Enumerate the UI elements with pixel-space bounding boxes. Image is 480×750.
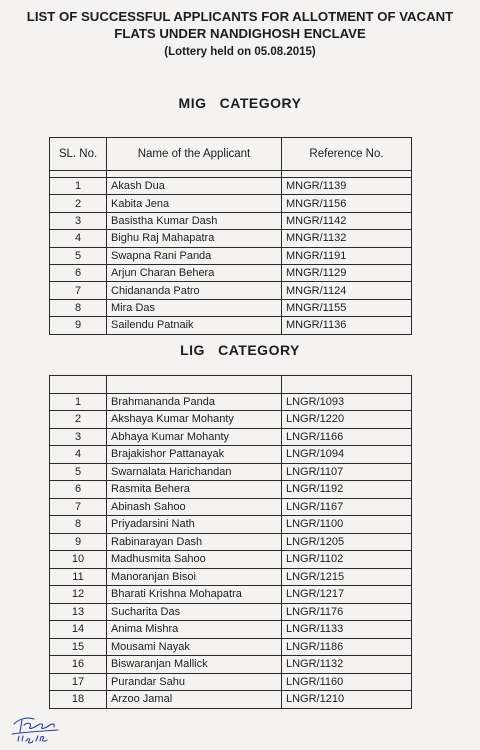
table-row [50, 282, 412, 299]
applicant-name-cell: Chidananda Patro [107, 282, 282, 299]
sl-no-cell: 14 [50, 621, 107, 639]
reference-no-cell: LNGR/1166 [282, 428, 412, 446]
applicant-name-cell: Akash Dua [107, 178, 282, 195]
sl-no-cell: 6 [50, 264, 107, 281]
table-row [50, 411, 412, 429]
table-row [50, 195, 412, 212]
reference-no-cell: LNGR/1133 [282, 621, 412, 639]
sl-no-cell: 2 [50, 411, 107, 429]
sl-no-cell: 9 [50, 533, 107, 551]
sl-no-cell: 17 [50, 673, 107, 691]
table-row [50, 516, 412, 534]
reference-no-cell: MNGR/1142 [282, 212, 412, 229]
sl-no-cell: 10 [50, 551, 107, 569]
sl-no-cell: 1 [50, 178, 107, 195]
sl-no-cell: 18 [50, 691, 107, 709]
reference-no-cell: LNGR/1220 [282, 411, 412, 429]
sl-no-cell: 3 [50, 428, 107, 446]
reference-no-cell: MNGR/1132 [282, 230, 412, 247]
reference-no-cell: LNGR/1205 [282, 533, 412, 551]
reference-no-cell: LNGR/1094 [282, 446, 412, 464]
table-row [50, 212, 412, 229]
table-row [50, 481, 412, 499]
sl-no-cell: 6 [50, 481, 107, 499]
sl-no-cell: 16 [50, 656, 107, 674]
sl-no-cell: 5 [50, 463, 107, 481]
applicant-name-cell: Rabinarayan Dash [107, 533, 282, 551]
applicant-name-cell: Arzoo Jamal [107, 691, 282, 709]
table-row [50, 393, 412, 411]
reference-no-cell: LNGR/1093 [282, 393, 412, 411]
table-row [50, 498, 412, 516]
applicant-name-cell: Mira Das [107, 299, 282, 316]
applicant-name-cell: Swapna Rani Panda [107, 247, 282, 264]
table-row [50, 317, 412, 334]
applicant-name-cell: Anima Mishra [107, 621, 282, 639]
sl-no-cell: 11 [50, 568, 107, 586]
column-header-reference: Reference No. [282, 138, 412, 171]
reference-no-cell: LNGR/1167 [282, 498, 412, 516]
sl-no-cell: 7 [50, 498, 107, 516]
table-row [50, 299, 412, 316]
lig-category-heading: LIG CATEGORY [180, 342, 300, 358]
reference-no-cell: MNGR/1155 [282, 299, 412, 316]
table-row [50, 656, 412, 674]
table-row [50, 638, 412, 656]
table-row [50, 673, 412, 691]
lig-applicants-table [49, 375, 412, 709]
applicant-name-cell: Arjun Charan Behera [107, 264, 282, 281]
reference-no-cell: MNGR/1136 [282, 317, 412, 334]
reference-no-cell: LNGR/1102 [282, 551, 412, 569]
applicant-name-cell: Sucharita Das [107, 603, 282, 621]
applicant-name-cell: Abinash Sahoo [107, 498, 282, 516]
table-row [50, 428, 412, 446]
table-row [50, 586, 412, 604]
reference-no-cell: MNGR/1129 [282, 264, 412, 281]
applicant-name-cell: Bighu Raj Mahapatra [107, 230, 282, 247]
applicant-name-cell: Basistha Kumar Dash [107, 212, 282, 229]
applicant-name-cell: Brahmananda Panda [107, 393, 282, 411]
table-row [50, 178, 412, 195]
reference-no-cell: MNGR/1156 [282, 195, 412, 212]
reference-no-cell: MNGR/1191 [282, 247, 412, 264]
applicant-name-cell: Priyadarsini Nath [107, 516, 282, 534]
document-title-line-2: FLATS UNDER NANDIGHOSH ENCLAVE [114, 26, 366, 41]
applicant-name-cell: Swarnalata Harichandan [107, 463, 282, 481]
reference-no-cell: MNGR/1124 [282, 282, 412, 299]
applicant-name-cell: Manoranjan Bisoi [107, 568, 282, 586]
applicant-name-cell: Biswaranjan Mallick [107, 656, 282, 674]
header-gap-row [50, 171, 412, 178]
handwritten-signature [8, 708, 68, 746]
top-gap-row [50, 376, 412, 394]
sl-no-cell: 3 [50, 212, 107, 229]
sl-no-cell: 8 [50, 516, 107, 534]
table-row [50, 230, 412, 247]
sl-no-cell: 5 [50, 247, 107, 264]
applicant-name-cell: Brajakishor Pattanayak [107, 446, 282, 464]
applicant-name-cell: Mousami Nayak [107, 638, 282, 656]
table-row [50, 568, 412, 586]
sl-no-cell: 4 [50, 230, 107, 247]
reference-no-cell: LNGR/1100 [282, 516, 412, 534]
table-row [50, 621, 412, 639]
column-header-name: Name of the Applicant [107, 138, 282, 171]
table-header-row [50, 138, 412, 171]
document-title-line-1: LIST OF SUCCESSFUL APPLICANTS FOR ALLOTMENT OF VACANT [26, 9, 454, 24]
reference-no-cell: MNGR/1139 [282, 178, 412, 195]
table-row [50, 463, 412, 481]
sl-no-cell: 15 [50, 638, 107, 656]
reference-no-cell: LNGR/1186 [282, 638, 412, 656]
sl-no-cell: 4 [50, 446, 107, 464]
reference-no-cell: LNGR/1217 [282, 586, 412, 604]
sl-no-cell: 12 [50, 586, 107, 604]
reference-no-cell: LNGR/1192 [282, 481, 412, 499]
table-row [50, 533, 412, 551]
reference-no-cell: LNGR/1107 [282, 463, 412, 481]
table-row [50, 264, 412, 281]
column-header-sl-no: SL. No. [50, 138, 107, 171]
table-row [50, 691, 412, 709]
applicant-name-cell: Kabita Jena [107, 195, 282, 212]
mig-applicants-table [49, 137, 412, 335]
sl-no-cell: 1 [50, 393, 107, 411]
applicant-name-cell: Abhaya Kumar Mohanty [107, 428, 282, 446]
sl-no-cell: 2 [50, 195, 107, 212]
table-row [50, 446, 412, 464]
applicant-name-cell: Akshaya Kumar Mohanty [107, 411, 282, 429]
applicant-name-cell: Madhusmita Sahoo [107, 551, 282, 569]
applicant-name-cell: Rasmita Behera [107, 481, 282, 499]
mig-category-heading: MIG CATEGORY [178, 95, 302, 111]
table-row [50, 603, 412, 621]
reference-no-cell: LNGR/1160 [282, 673, 412, 691]
applicant-name-cell: Bharati Krishna Mohapatra [107, 586, 282, 604]
table-row [50, 551, 412, 569]
sl-no-cell: 7 [50, 282, 107, 299]
reference-no-cell: LNGR/1132 [282, 656, 412, 674]
sl-no-cell: 8 [50, 299, 107, 316]
applicant-name-cell: Purandar Sahu [107, 673, 282, 691]
sl-no-cell: 9 [50, 317, 107, 334]
applicant-name-cell: Sailendu Patnaik [107, 317, 282, 334]
reference-no-cell: LNGR/1176 [282, 603, 412, 621]
reference-no-cell: LNGR/1215 [282, 568, 412, 586]
lottery-date-line: (Lottery held on 05.08.2015) [164, 46, 316, 58]
reference-no-cell: LNGR/1210 [282, 691, 412, 709]
table-row [50, 247, 412, 264]
sl-no-cell: 13 [50, 603, 107, 621]
